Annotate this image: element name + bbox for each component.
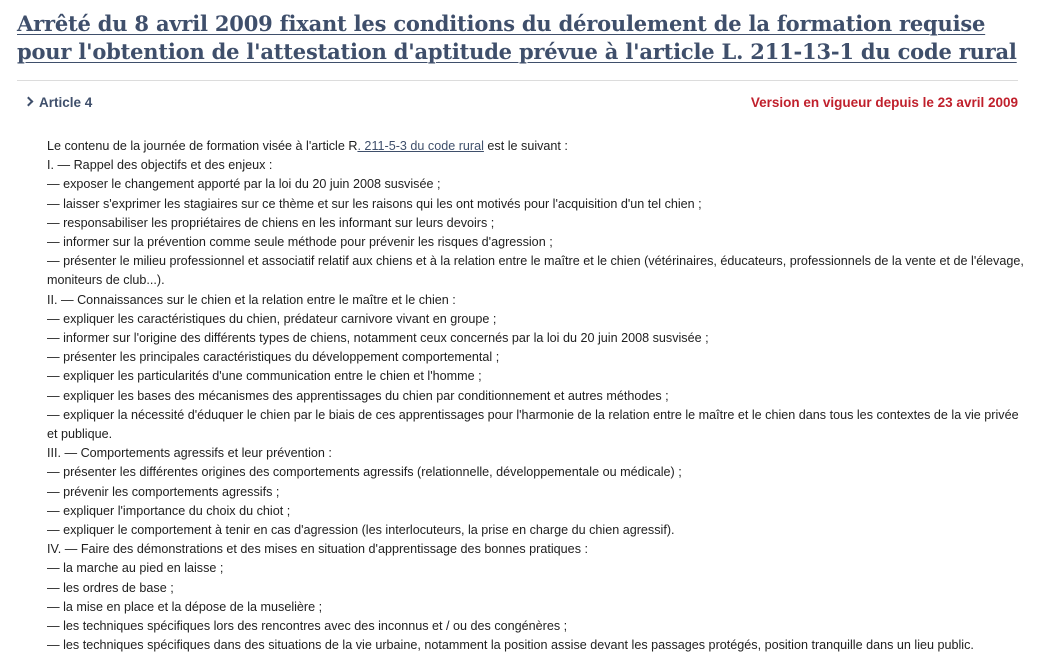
content-lines (47, 156, 1027, 655)
content-line: — présenter les différentes origines des comportements agressifs (relationnelle, développementale ou médicale) ; (47, 465, 682, 480)
content-line: — expliquer l'importance du choix du chiot ; (47, 503, 291, 518)
title-divider (17, 80, 1018, 81)
content-line: — présenter les principales caractéristiques du développement comportemental ; (47, 350, 500, 365)
document-title[interactable]: Arrêté du 8 avril 2009 fixant les conditions du déroulement de la formation requise pour l'obtention de l'attestation d'aptitude prévue à l'article L. 211-13-1 du code rural (17, 11, 1017, 64)
article-content (47, 137, 1027, 655)
content-line: — la mise en place et la dépose de la muselière ; (47, 599, 323, 614)
content-line: — responsabiliser les propriétaires de chiens en les informant sur leurs devoirs ; (47, 215, 495, 230)
article-toggle[interactable] (25, 95, 92, 110)
content-line: — expliquer la nécessité d'éduquer le chien par le biais de ces apprentissages pour l'harmonie de la relation entre le maître et le chien dans tous les contextes de la vie privée et publique. (47, 407, 1019, 442)
intro-text: Le contenu de la journée de formation visée à l'article R (47, 139, 358, 153)
article-label: Article 4 (39, 95, 93, 110)
content-line: I. — Rappel des objectifs et des enjeux : (47, 158, 273, 173)
chevron-right-icon (24, 97, 34, 107)
content-line: — laisser s'exprimer les stagiaires sur ce thème et sur les raisons qui les ont motivés pour l'acquisition d'un tel chien ; (47, 196, 702, 211)
content-line: III. — Comportements agressifs et leur prévention : (47, 446, 332, 461)
content-line: — exposer le changement apporté par la loi du 20 juin 2008 susvisée ; (47, 177, 441, 192)
code-rural-link[interactable]: . 211-5-3 du code rural (357, 139, 484, 153)
version-status: Version en vigueur depuis le 23 avril 2009 (750, 95, 1018, 110)
content-line: — informer sur la prévention comme seule méthode pour prévenir les risques d'agression ; (47, 235, 553, 250)
intro-text-end: est le suivant : (483, 139, 568, 153)
content-line: II. — Connaissances sur le chien et la relation entre le maître et le chien : (47, 292, 456, 307)
content-line: — informer sur l'origine des différents types de chiens, notamment ceux concernés par la loi du 20 juin 2008 susvisée ; (47, 331, 709, 346)
content-line: — expliquer les bases des mécanismes des apprentissages du chien par conditionnement et autres méthodes ; (47, 388, 669, 403)
content-line: IV. — Faire des démonstrations et des mises en situation d'apprentissage des bonnes pratiques : (47, 542, 588, 557)
article-header (17, 95, 1019, 119)
content-line: — présenter le milieu professionnel et associatif relatif aux chiens et à la relation entre le maître et le chien (vétérinaires, éducateurs, professionnels de la vente et de l'élevage, moniteurs de club...). (47, 254, 1024, 288)
content-line: — la marche au pied en laisse ; (47, 561, 224, 576)
content-line: — expliquer les particularités d'une communication entre le chien et l'homme ; (47, 369, 482, 384)
document-page (17, 0, 1024, 655)
content-line: — expliquer les caractéristiques du chien, prédateur carnivore vivant en groupe ; (47, 311, 497, 326)
content-line: — expliquer le comportement à tenir en cas d'agression (les interlocuteurs, la prise en charge du chien agressif). (47, 523, 675, 538)
content-line: — les techniques spécifiques lors des rencontres avec des inconnus et / ou des congénères ; (47, 619, 568, 634)
content-line: — prévenir les comportements agressifs ; (47, 484, 280, 499)
intro-paragraph (47, 137, 1027, 156)
content-line: — les techniques spécifiques dans des situations de la vie urbaine, notamment la position assise devant les passages protégés, position tranquille dans un lieu public. (47, 638, 974, 653)
content-line: — les ordres de base ; (47, 580, 174, 595)
